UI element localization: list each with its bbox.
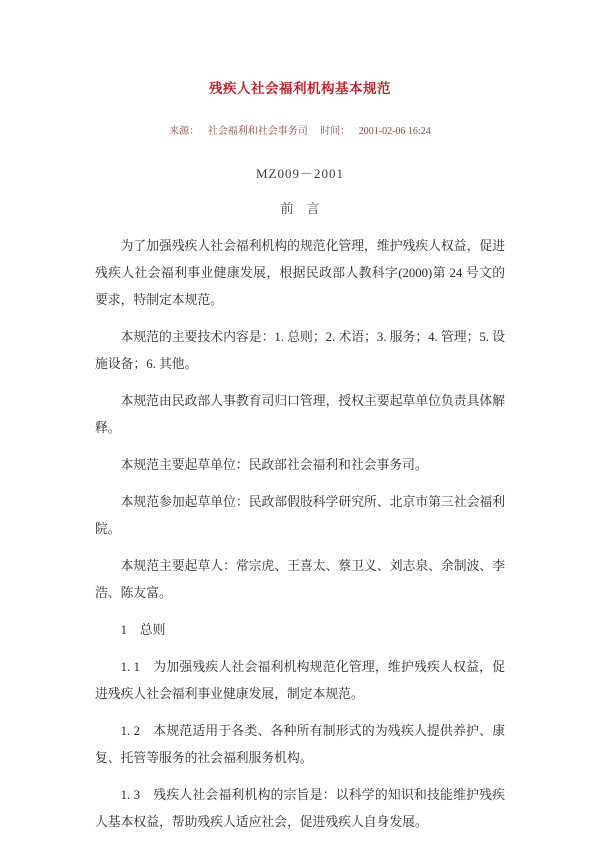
source-label: 来源： xyxy=(169,126,200,137)
time-label: 时间： xyxy=(320,126,351,137)
meta-line xyxy=(0,122,600,137)
preface-paragraph: 本规范主要起草人：常宗虎、王喜太、蔡卫义、刘志泉、余制波、李浩、陈友富。 xyxy=(95,559,505,600)
preface-paragraph: 本规范由民政部人事教育司归口管理，授权主要起草单位负责具体解释。 xyxy=(95,394,505,435)
section-heading-general-rules: 1 总则 xyxy=(120,623,166,637)
clause-paragraph: 1. 1 为加强残疾人社会福利机构规范化管理，维护残疾人权益，促进残疾人社会福利事业健康发展，制定本规范。 xyxy=(95,660,505,701)
preface-paragraph: 为了加强残疾人社会福利机构的规范化管理，维护残疾人权益，促进残疾人社会福利事业健康发展，根据民政部人教科字(2000)第 24 号文的要求，特制定本规范。 xyxy=(95,239,505,307)
preface-paragraph: 本规范参加起草单位：民政部假肢科学研究所、北京市第三社会福利院。 xyxy=(95,495,505,536)
preface-paragraph: 本规范主要起草单位：民政部社会福利和社会事务司。 xyxy=(120,458,428,472)
standard-number: MZ009－2001 xyxy=(255,166,344,181)
preface-paragraph: 本规范的主要技术内容是：1. 总则；2. 术语；3. 服务；4. 管理；5. 设施设备；6. 其他。 xyxy=(95,330,505,371)
clause-paragraph: 1. 2 本规范适用于各类、各种所有制形式的为残疾人提供养护、康复、托管等服务的社会福利服务机构。 xyxy=(95,724,505,765)
preface-heading: 前 言 xyxy=(280,201,320,216)
source-value: 社会福利和社会事务司 xyxy=(207,126,308,137)
time-value: 2001-02-06 16:24 xyxy=(358,126,431,137)
document-body xyxy=(95,233,505,836)
clause-paragraph: 1. 3 残疾人社会福利机构的宗旨是：以科学的知识和技能维护残疾人基本权益，帮助残疾人适应社会，促进残疾人自身发展。 xyxy=(95,788,505,829)
page-title: 残疾人社会福利机构基本规范 xyxy=(209,81,391,96)
